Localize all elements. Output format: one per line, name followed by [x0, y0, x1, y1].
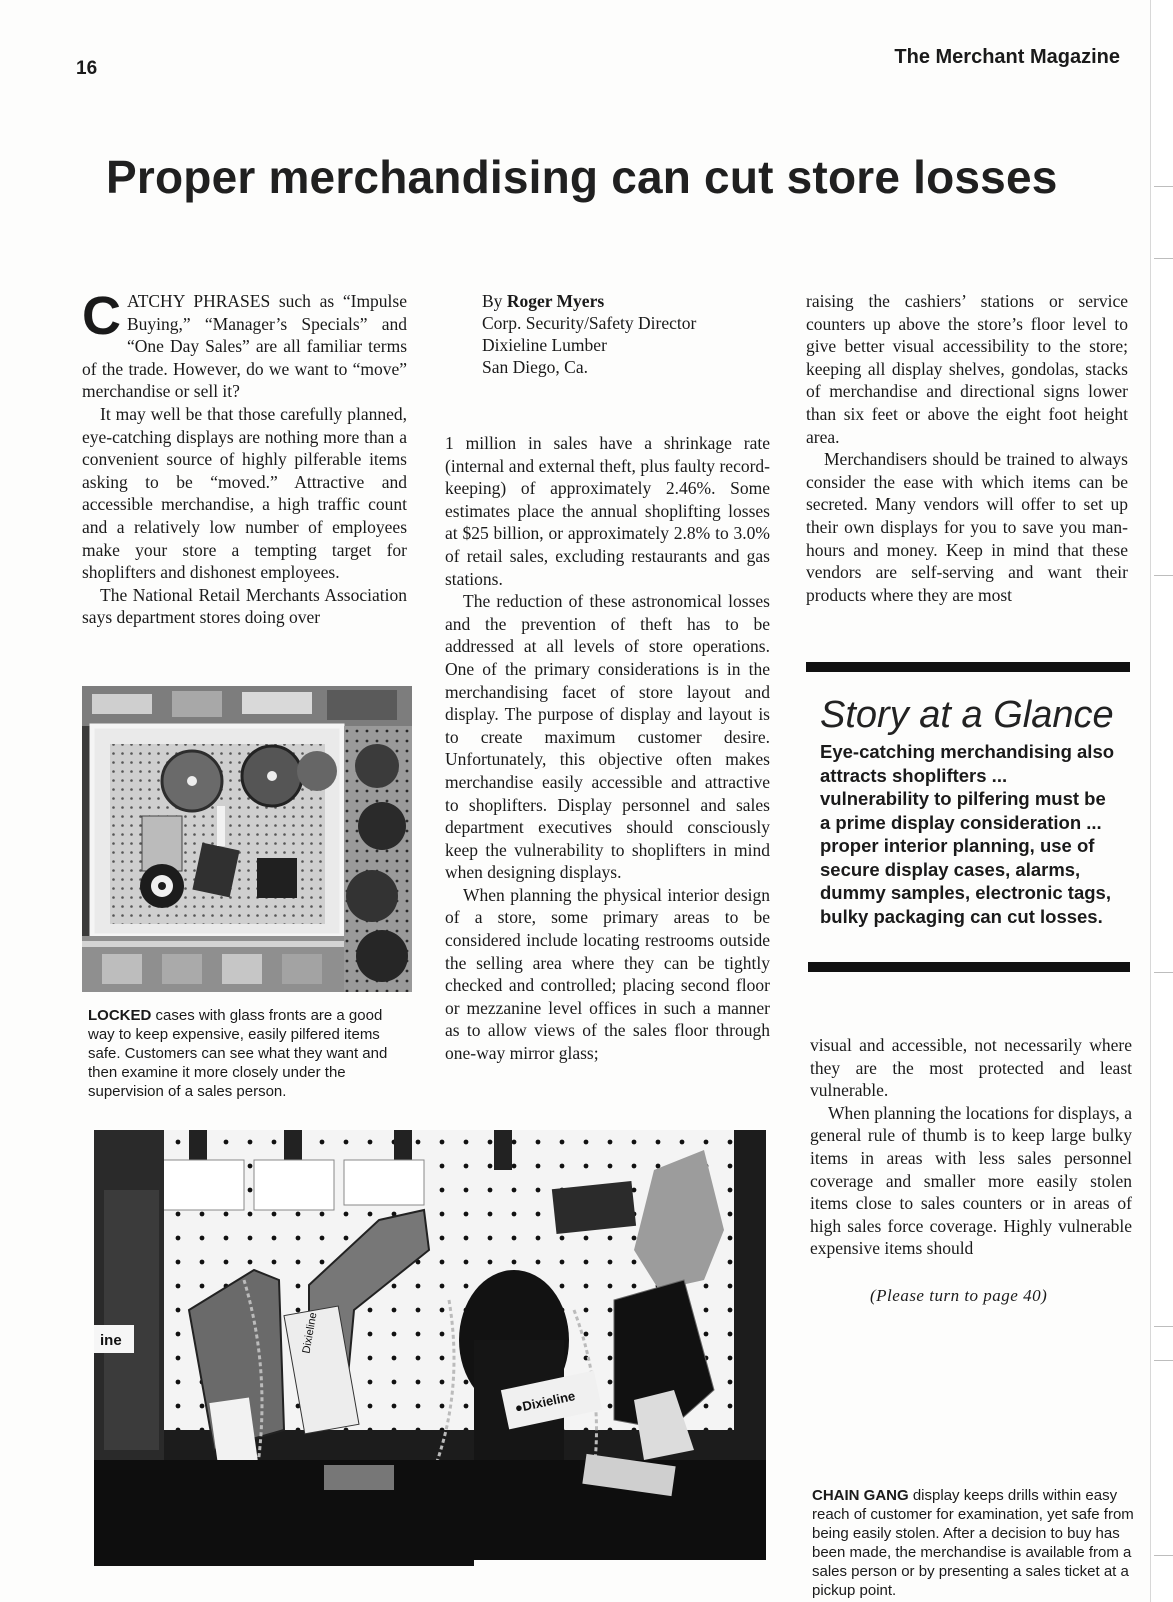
photo-caption-locked: LOCKED cases with glass fronts are a good way to keep expensive, easily pilfered items safe. Customers can see what they want and then examine it more closely under the supervision of a sales person. [88, 1007, 388, 1100]
photo-locked-case [82, 686, 412, 992]
author-name: Roger Myers [506, 291, 605, 311]
magazine-title: The Merchant Magazine [894, 46, 1120, 68]
edge-mark [1154, 186, 1173, 187]
article-paragraph: raising the cashiers’ stations or service counters up above the store’s floor level to give better visual accessibility to the store; keeping all display shelves, gondolas, stacks of merchandise and directional signs lower than six feet or above the eight foot height area. [806, 291, 1128, 447]
article-headline: Proper merchandising can cut store losses [106, 151, 1058, 203]
continued-notice: (Please turn to page 40) [870, 1286, 1048, 1305]
edge-mark [1154, 575, 1173, 576]
article-paragraph: Merchandisers should be trained to always consider the ease with which items can be secreted. Many vendors will offer to set up their own displays for you to save you man-hours and money. Keep in mind that these vendors are self-serving and want their products where they are most [806, 449, 1128, 605]
glance-top-rule [806, 662, 1130, 672]
photo-chain-gang [94, 1130, 766, 1560]
photo-bottom-rule [94, 1560, 474, 1566]
byline [482, 290, 696, 378]
article-column-1 [82, 286, 407, 629]
page-number: 16 [76, 58, 98, 79]
article-paragraph: It may well be that those carefully planned, eye-catching displays are nothing more than a convenient source of highly pilferable items asking to be “moved.” Attractive and accessible merchandise, a high traffic count and a relatively low number of employees make your store a tempting target for shoplifters and dishonest employees. [82, 403, 407, 583]
article-column-2 [445, 432, 770, 1065]
author-location: San Diego, Ca. [482, 357, 588, 377]
caption-lead: LOCKED [88, 1007, 152, 1024]
brand-tag-label: Dixieline [300, 1311, 320, 1355]
edge-mark [1154, 258, 1173, 259]
edge-mark [1154, 1555, 1173, 1556]
edge-mark [1154, 1326, 1173, 1327]
author-company: Dixieline Lumber [482, 335, 607, 355]
author-title: Corp. Security/Safety Director [482, 313, 697, 333]
locked-case-image [82, 686, 412, 992]
article-paragraph: CATCHY PHRASES such as “Impulse Buying,” “Manager’s Specials” and “One Day Sales” are all familiar terms of the trade. However, do we want to “move” merchandise or sell it? [82, 286, 407, 402]
brand-label-left: ine [100, 1332, 122, 1349]
photo-caption-chain-gang: CHAIN GANG display keeps drills within easy reach of customer for examination, yet safe from being easily stolen. After a decision to buy has been made, the merchandise is available from a sales person or by presenting a sales ticket at a pickup point. [812, 1487, 1134, 1599]
glance-bottom-rule [808, 962, 1130, 972]
brand-box-label: ●Dixieline [513, 1388, 577, 1416]
article-paragraph: visual and accessible, not necessarily where they are the most protected and least vulnerable. [810, 1035, 1132, 1101]
article-column-3 [806, 290, 1128, 606]
article-paragraph: When planning the locations for displays, a general rule of thumb is to keep large bulky items in areas with less sales personnel coverage and smaller more easily stolen items close to sales counters or in areas of high sales force coverage. Highly vulnerable expensive items should [810, 1102, 1132, 1259]
page-edge [1150, 0, 1173, 1602]
drill-display-image [94, 1130, 766, 1560]
drop-cap: C [82, 286, 121, 346]
article-paragraph: When planning the physical interior design of a store, some primary areas to be considered include locating restrooms outside the selling area where they can be tightly checked and controlled; placing second floor or mezzanine level offices in such a manner as to allow views of the sales floor through one-way mirror glass; [445, 884, 770, 1064]
caption-lead: CHAIN GANG [812, 1487, 909, 1504]
article-paragraph: The reduction of these astronomical losses and the prevention of theft has to be addressed at all levels of store operations. One of the primary considerations is in the merchandising facet of store layout and display. The purpose of display and layout is to create maximum customer desire. Unfortunately, this objective often makes merchandise easily accessible and attractive to shoplifters. Display personnel and sales department executives should consciously keep the vulnerability to shoplifters in mind when designing displays. [445, 591, 770, 883]
article-paragraph: 1 million in sales have a shrinkage rate (internal and external theft, plus faulty record-keeping) of approximately 2.46%. Some estimates place the annual shoplifting losses at $25 billion, or approximately 2.8% to 3.0% of retail sales, excluding restaurants and gas stations. [445, 433, 770, 589]
edge-mark [1154, 972, 1173, 973]
glance-title: Story at a Glance [820, 694, 1114, 736]
byline-author-line: By Roger Myers [482, 291, 605, 311]
glance-summary: Eye-catching merchandising also attracts shoplifters ... vulnerability to pilfering must be a prime display consideration ... proper interior planning, use of secure display cases, alarms, dummy samples, electronic tags, bulky packaging can cut losses. [820, 741, 1115, 927]
article-paragraph: The National Retail Merchants Association says department stores doing over [82, 584, 407, 628]
article-column-3-continued [810, 1034, 1132, 1260]
edge-mark [1154, 1360, 1173, 1361]
